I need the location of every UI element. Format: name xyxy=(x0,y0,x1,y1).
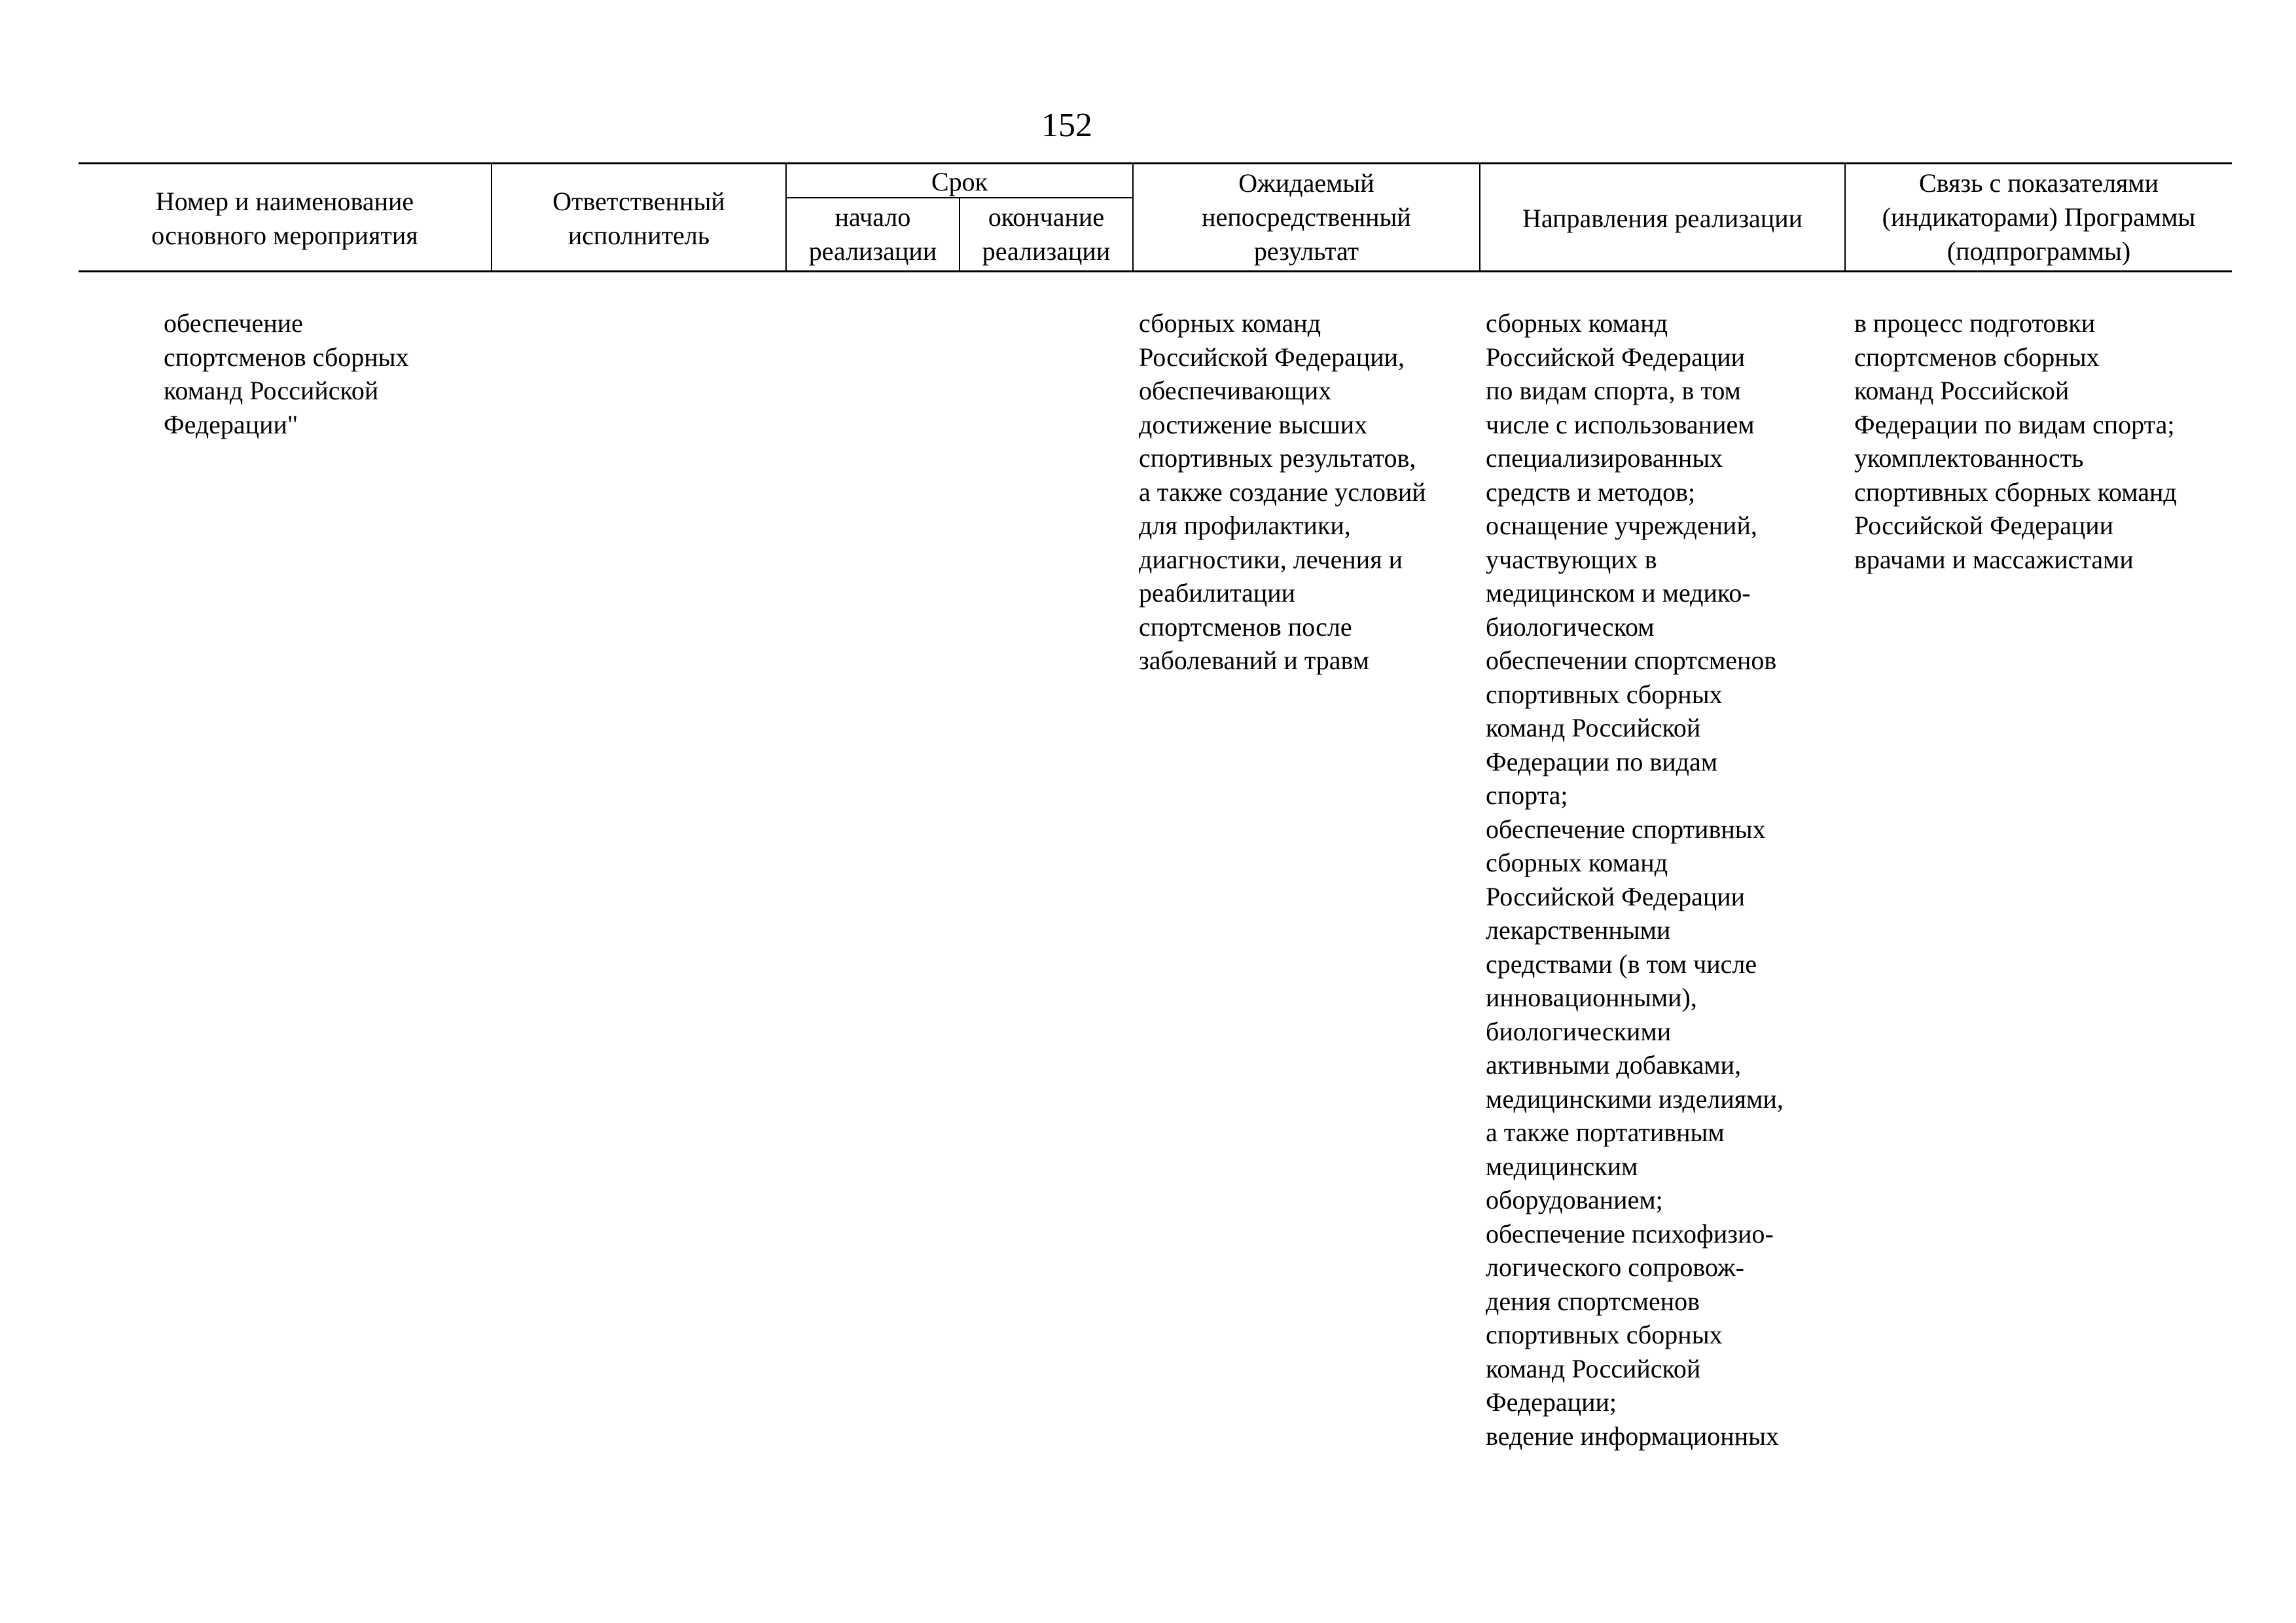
header-measure: Номер и наименование основного мероприятия xyxy=(151,187,418,250)
cell-measure: обеспечение спортсменов сборных команд Российской Федерации" xyxy=(164,308,409,439)
header-end: окончание реализации xyxy=(982,202,1111,266)
cell-result: сборных команд Российской Федерации, обеспечивающих достижение высших спортивных результатов, а также создание условий для профилактики, диагностики, лечения и реабилитации спортсменов после заболеваний и травм xyxy=(1139,308,1426,675)
header-indicators: Связь с показателями (индикаторами) Программы (подпрограммы) xyxy=(1882,168,2196,266)
table-header-bottom-border xyxy=(79,270,2232,272)
header-start: начало реализации xyxy=(808,202,937,266)
cell-directions: сборных команд Российской Федерации по видам спорта, в том числе с использованием специализированных средств и методов; оснащение учреждений, участвующих в медицинском и медико- биологическом обеспечении спортсменов спортивных сборных команд Российской Федерации по видам спорта; обеспечение спортивных сборных команд Российской Федерации лекарственными средствами (в том числе инновационными), биологическими активными добавками, медицинскими изделиями, а также портативным медицинским оборудованием; обеспечение психофизио- логического сопровож- дения спортсменов спортивных сборных команд Российской Федерации; ведение информационных xyxy=(1486,308,1784,1451)
header-directions: Направления реализации xyxy=(1522,204,1803,233)
cell-indicators: в процесс подготовки спортсменов сборных команд Российской Федерации по видам спорта; укомплектованность спортивных сборных команд Российской Федерации врачами и массажистами xyxy=(1854,308,2177,574)
table-top-border xyxy=(79,162,2232,164)
header-executor: Ответственный исполнитель xyxy=(552,187,725,250)
page-number: 152 xyxy=(1041,107,1092,144)
header-term: Срок xyxy=(931,167,988,196)
header-result: Ожидаемый непосредственный результат xyxy=(1202,168,1411,266)
